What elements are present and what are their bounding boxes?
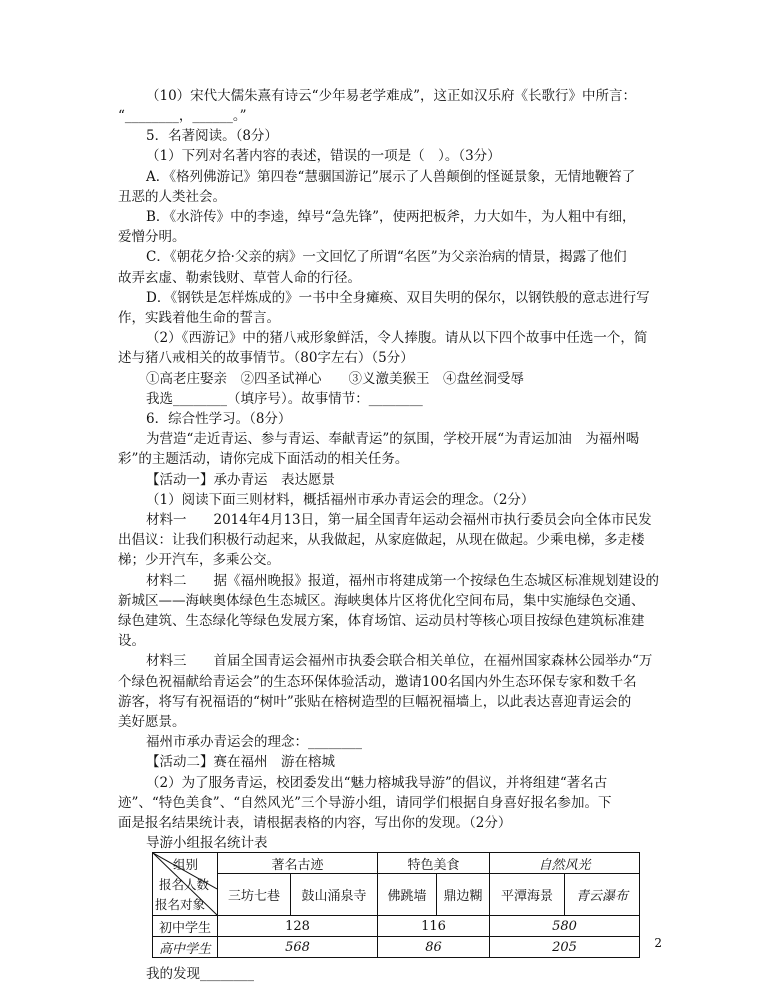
option-b: B．《水浒传》中的李逵，绰号“急先锋”，使两把板斧，力大如牛，为人粗中有细， [146,209,636,225]
activity-heading: 【活动一】承办青运 表达愿景 [146,472,335,488]
site-header: 三坊七巷 [218,874,291,916]
table-cell: 86 [378,937,490,958]
text-line: 丑恶的人类社会。 [118,189,226,205]
table-cell: 568 [218,937,378,958]
option-d: D．《钢铁是怎样炼成的》一书中全身瘫痪、双目失明的保尔，以钢铁般的意志进行写 [146,290,650,306]
site-header: 青云瀑布 [565,874,640,916]
question-heading: 5．名著阅读。（8分） [146,128,278,144]
text-line: 梯；少开汽车，多乘公交。 [118,552,280,568]
text-line: 故弄玄虚、勒索钱财、草菅人命的行径。 [118,270,361,286]
group-header: 著名古迹 [218,853,378,874]
text-line: 设。 [118,633,145,649]
site-header: 佛跳墙 [378,874,437,916]
table-cell: 580 [490,916,640,937]
activity-heading: 【活动二】赛在福州 游在榕城 [146,754,335,770]
findings-answer-line: 我的发现________ [146,966,254,982]
question-heading: 6．综合性学习。（8分） [146,411,292,427]
text-line: （1）下列对名著内容的表述，错误的一项是（ ）。（3分） [146,148,501,164]
page-number: 2 [654,936,662,950]
row-label: 初中学生 [153,916,218,937]
material-line: 材料一 2014年4月13日，第一届全国青年运动会福州市执行委员会向全体市民发 [146,512,652,528]
text-line: （2）《西游记》中的猪八戒形象鲜活，令人捧腹。请从以下四个故事中任选一个，简 [146,330,648,346]
story-options: ①高老庄娶亲 ②四圣试禅心 ③义激美猴王 ④盘丝洞受辱 [146,371,524,387]
site-header: 鼓山涌泉寺 [291,874,378,916]
corner-label-target: 报名对象 [155,897,206,912]
text-line: 新城区——海峡奥体绿色生态城区。海峡奥体片区将优化空间布局，集中实施绿色交通、 [118,593,645,609]
table-cell: 205 [490,937,640,958]
text-line: “________，______。” [118,108,247,124]
text-line: 爱憎分明。 [118,229,186,245]
answer-line: 福州市承办青运会的理念：________ [146,734,362,750]
text-line: （2）为了服务青运，校团委发出“魅力榕城我导游”的倡议，并将组建“著名古 [146,775,608,791]
text-line: 游客，将写有祝福语的“树叶”张贴在榕树造型的巨幅祝福墙上，以此表达喜迎青运会的 [118,694,632,710]
group-header: 自然风光 [490,853,640,874]
table-cell: 116 [378,916,490,937]
text-line: 迹”、“特色美食”、“自然风光”三个导游小组，请同学们根据自身喜好报名参加。下 [118,795,612,811]
text-line: （1）阅读下面三则材料，概括福州市承办青运会的理念。（2分） [146,492,535,508]
corner-label-count: 报名人数 [159,877,210,892]
text-line: 彩”的主题活动，请你完成下面活动的相关任务。 [118,451,409,467]
text-line: 述与猪八戒相关的故事情节。（80字左右）（5分） [118,350,414,366]
text-line: （10）宋代大儒朱熹有诗云“少年易老学难成”，这正如汉乐府《长歌行》中所言： [146,88,636,104]
corner-label-group: 组别 [173,857,199,872]
text-line: 出倡议：让我们积极行动起来，从我做起，从家庭做起，从现在做起。少乘电梯，多走楼 [118,532,645,548]
text-line: 美好愿景。 [118,714,186,730]
option-c: C．《朝花夕拾·父亲的病》一文回忆了所谓“名医”为父亲治病的情景，揭露了他们 [146,249,627,265]
text-line: 个绿色祝福献给青运会”的生态环保体验活动，邀请100名国内外生态环保专家和数千名 [118,674,637,690]
text-line: 绿色建筑、生态绿化等绿色发展方案，体育场馆、运动员村等核心项目按绿色建筑标准建 [118,613,645,629]
table-cell: 128 [218,916,378,937]
text-line: 作，实践着他生命的誓言。 [118,310,280,326]
text-line: 为营造“走近青运、参与青运、奉献青运”的氛围，学校开展“为青运加油 为福州喝 [146,431,640,447]
site-header: 平潭海景 [490,874,565,916]
site-header: 鼎边糊 [437,874,490,916]
table-caption: 导游小组报名统计表 [146,835,268,851]
row-label: 高中学生 [153,937,218,958]
option-a: A．《格列佛游记》第四卷“慧骃国游记”展示了人兽颠倒的怪诞景象，无情地鞭笞了 [146,169,636,185]
signup-stats-table [152,852,640,958]
material-line: 材料二 据《福州晚报》报道，福州市将建成第一个按绿色生态城区标准规划建设的 [146,573,659,589]
material-line: 材料三 首届全国青运会福州市执委会联合相关单位，在福州国家森林公园举办“万 [146,653,653,669]
group-header: 特色美食 [378,853,490,874]
answer-line: 我选________（填序号）。故事情节：________ [146,391,423,407]
table-corner-cell [153,853,218,916]
text-line: 面是报名结果统计表，请根据表格的内容，写出你的发现。（2分） [118,815,512,831]
